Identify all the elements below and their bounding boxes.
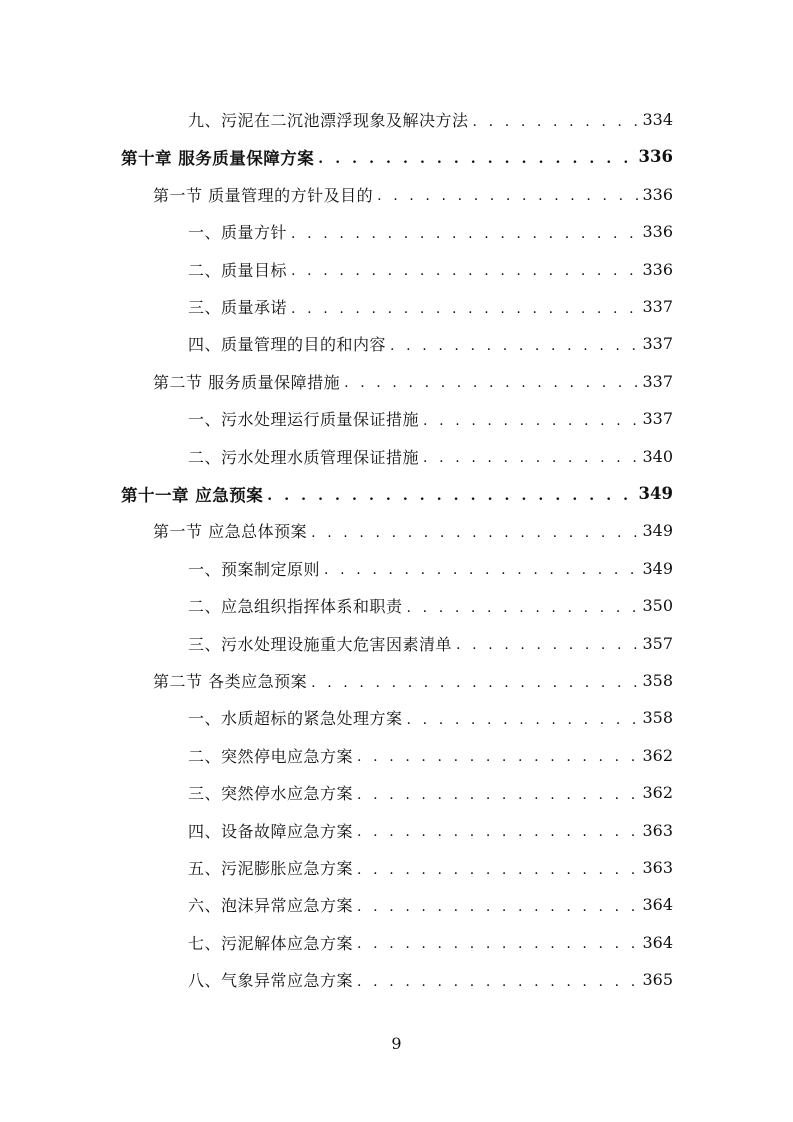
toc-entry-title: 四、设备故障应急方案: [188, 821, 354, 841]
toc-subsection-entry[interactable]: [188, 737, 673, 774]
toc-entry-title: 二、污水处理水质管理保证措施: [188, 447, 420, 467]
dot-leader: [423, 410, 638, 428]
toc-entry-title: 第二节 各类应急预案: [153, 672, 308, 691]
toc-entry-page-number: 337: [642, 409, 673, 429]
toc-entry-page-number: 362: [642, 783, 673, 803]
toc-entry-title: 八、气象异常应急方案: [188, 971, 354, 991]
toc-subsection-entry[interactable]: [188, 288, 673, 325]
toc-entry-title: 五、污泥膨胀应急方案: [188, 859, 354, 878]
toc-entry-page-number: 364: [642, 932, 673, 952]
toc-chapter-entry[interactable]: [121, 138, 673, 175]
toc-subsection-entry[interactable]: [188, 886, 673, 923]
dot-leader: [456, 634, 638, 652]
toc-entry-title: 第十章 服务质量保障方案: [121, 148, 315, 168]
toc-subsection-entry[interactable]: [188, 438, 673, 475]
toc-entry-title: 第一节 应急总体预案: [153, 522, 308, 542]
toc-subsection-entry[interactable]: [188, 325, 673, 362]
toc-entry-title: 第一节 质量管理的方针及目的: [153, 185, 374, 205]
toc-entry-page-number: 349: [642, 521, 673, 541]
dot-leader: [344, 372, 638, 390]
dot-leader: [357, 933, 638, 951]
dot-leader: [357, 821, 638, 839]
dot-leader: [357, 971, 638, 989]
toc-entry-page-number: 334: [642, 110, 673, 129]
toc-entry-page-number: 358: [642, 671, 673, 690]
toc-entry-page-number: 336: [642, 184, 673, 204]
page-number: 9: [391, 1034, 402, 1053]
dot-leader: [311, 522, 638, 540]
toc-entry-title: 一、水质超标的紧急处理方案: [188, 709, 403, 729]
dot-leader: [357, 896, 638, 914]
dot-leader: [311, 672, 638, 690]
toc-chapter-entry[interactable]: [121, 475, 673, 512]
toc-section-entry[interactable]: [153, 512, 673, 549]
dot-leader: [407, 597, 639, 615]
toc-entry-page-number: 337: [642, 297, 673, 316]
toc-entry-title: 一、污水处理运行质量保证措施: [188, 410, 420, 430]
toc-subsection-entry[interactable]: [188, 400, 673, 437]
toc-entry-page-number: 363: [642, 858, 673, 877]
toc-entry-title: 一、质量方针: [188, 223, 288, 243]
dot-leader: [407, 709, 639, 727]
toc-entry-page-number: 364: [642, 895, 673, 915]
toc-subsection-entry[interactable]: [188, 101, 673, 138]
toc-entry-page-number: 365: [642, 970, 673, 990]
dot-leader: [267, 485, 634, 503]
toc-entry-page-number: 350: [642, 596, 673, 616]
dot-leader: [390, 335, 638, 353]
toc-subsection-entry[interactable]: [188, 213, 673, 250]
toc-entry-page-number: 336: [642, 259, 673, 279]
toc-entry-title: 二、应急组织指挥体系和职责: [188, 597, 403, 617]
toc-entry-page-number: 337: [642, 334, 673, 354]
toc-entry-title: 九、污泥在二沉池漂浮现象及解决方法: [188, 111, 469, 130]
toc-entry-page-number: 336: [638, 147, 673, 167]
dot-leader: [291, 223, 638, 241]
toc-entry-title: 第二节 服务质量保障措施: [153, 372, 341, 392]
toc-entry-title: 一、预案制定原则: [188, 559, 321, 579]
toc-entry-title: 三、突然停水应急方案: [188, 784, 354, 804]
toc-section-entry[interactable]: [153, 363, 673, 400]
toc-subsection-entry[interactable]: [188, 961, 673, 998]
toc-subsection-entry[interactable]: [188, 849, 673, 886]
toc-subsection-entry[interactable]: [188, 587, 673, 624]
dot-leader: [318, 148, 634, 166]
dot-leader: [357, 859, 638, 877]
toc-subsection-entry[interactable]: [188, 924, 673, 961]
toc-entry-page-number: 362: [642, 745, 673, 765]
dot-leader: [324, 559, 638, 577]
toc-subsection-entry[interactable]: [188, 699, 673, 736]
dot-leader: [291, 260, 638, 278]
toc-entry-page-number: 349: [638, 484, 673, 503]
dot-leader: [357, 784, 638, 802]
toc-subsection-entry[interactable]: [188, 812, 673, 849]
dot-leader: [357, 746, 638, 764]
toc-subsection-entry[interactable]: [188, 625, 673, 662]
toc-entry-page-number: 340: [642, 446, 673, 466]
toc-subsection-entry[interactable]: [188, 251, 673, 288]
toc-entry-title: 三、质量承诺: [188, 298, 288, 317]
toc-section-entry[interactable]: [153, 176, 673, 213]
toc-entry-page-number: 336: [642, 222, 673, 242]
dot-leader: [377, 185, 638, 203]
dot-leader: [423, 447, 638, 465]
toc-entry-page-number: 358: [642, 708, 673, 728]
toc-entry-page-number: 357: [642, 633, 673, 653]
toc-entry-title: 六、泡沫异常应急方案: [188, 896, 354, 916]
toc-entry-title: 二、突然停电应急方案: [188, 746, 354, 766]
toc-entry-title: 第十一章 应急预案: [121, 485, 264, 505]
toc-entry-page-number: 337: [642, 371, 673, 391]
toc-entry-title: 二、质量目标: [188, 260, 288, 280]
dot-leader: [291, 298, 638, 316]
toc-section-entry[interactable]: [153, 662, 673, 699]
toc-subsection-entry[interactable]: [188, 550, 673, 587]
toc-entry-page-number: 363: [642, 820, 673, 840]
toc-entry-title: 四、质量管理的目的和内容: [188, 335, 387, 355]
toc-entry-title: 三、污水处理设施重大危害因素清单: [188, 634, 453, 654]
toc-entry-title: 七、污泥解体应急方案: [188, 933, 354, 953]
toc-entry-page-number: 349: [642, 558, 673, 578]
dot-leader: [473, 111, 639, 129]
toc-subsection-entry[interactable]: [188, 774, 673, 811]
